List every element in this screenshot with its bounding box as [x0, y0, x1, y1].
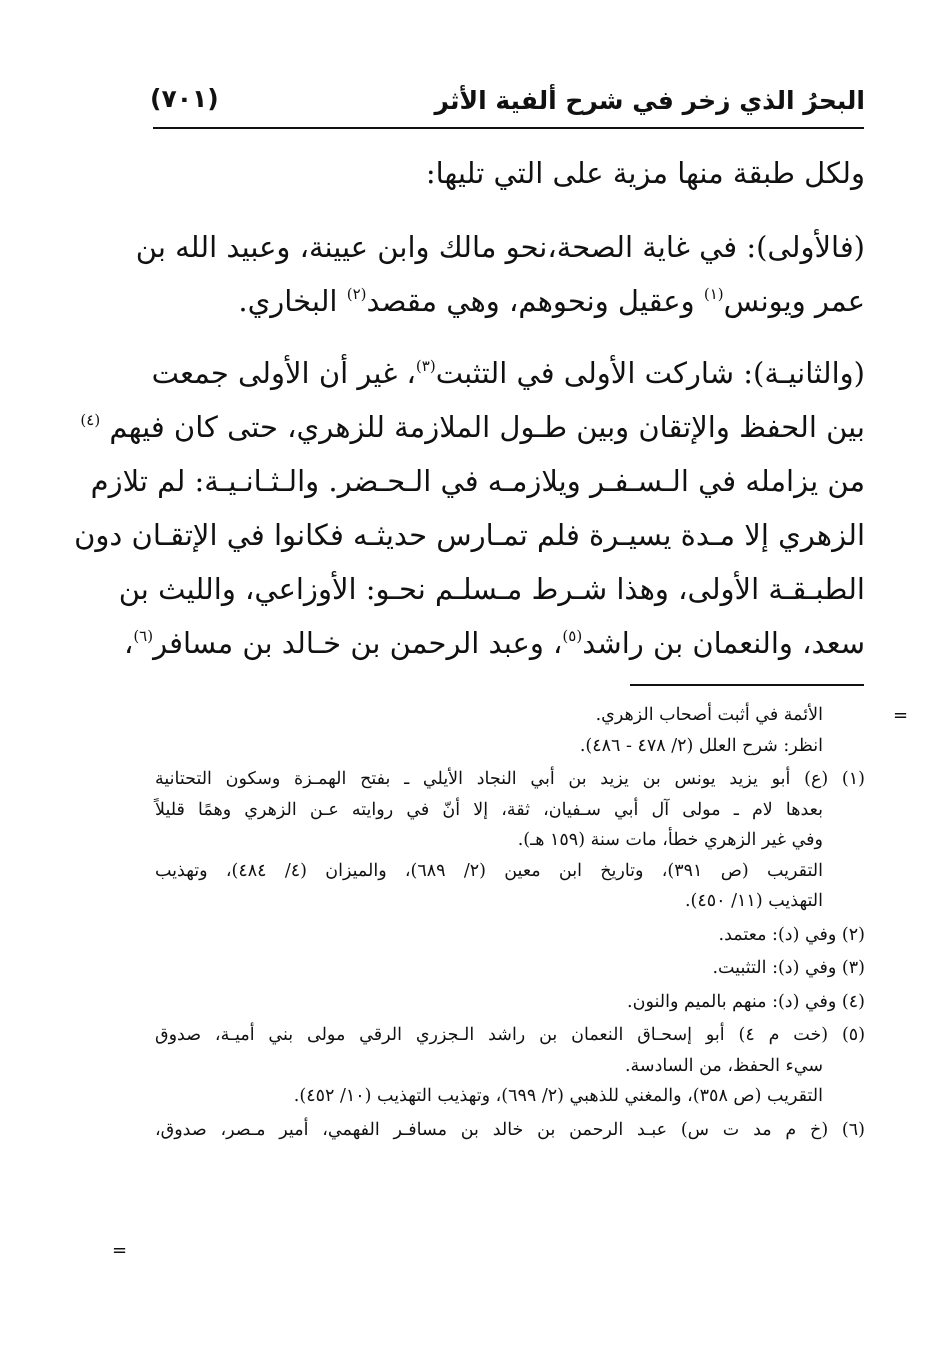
footnote-line: (٢) وفي (د): معتمد.	[718, 924, 865, 945]
footnote-line: سيء الحفظ، من السادسة.	[624, 1055, 823, 1076]
footnote-ref-6[interactable]: (٦)	[133, 627, 154, 645]
footnote-ref-4[interactable]: (٤)	[80, 411, 101, 429]
text-line	[123, 616, 865, 670]
footnote-line: الأئمة في أثبت أصحاب الزهري.	[595, 705, 823, 725]
text-segment: سعد، والنعمان بن راشد	[582, 626, 865, 660]
text-segment: ، وعبد الرحمن بن خـالد بن مسافر	[153, 626, 563, 660]
footnote-line: بعدها لام ـ مولى آل أبي سـفيان، ثقة، إلا أنّ في روايته عـن الزهري وهمًا قليلاً	[155, 799, 823, 820]
text-segment: بين الحفظ والإتقان وبين طـول الملازمة للزهري، حتى كان فيهم	[109, 410, 865, 444]
footnotes	[155, 700, 865, 1148]
text-segment: وعقيل ونحوهم، وهي مقصد	[366, 284, 704, 318]
text-segment: (والثانيـة): شاركت الأولى في التثبت	[435, 356, 865, 390]
paragraph-intro	[155, 146, 865, 200]
footnote-ref-2[interactable]: (٢)	[346, 285, 367, 303]
footnote-line: التقريب (ص ٣٥٨)، والمغني للذهبي (٢/ ٦٩٩)، وتهذيب التهذيب (١٠/ ٤٥٢).	[293, 1086, 823, 1106]
text-line	[151, 346, 865, 400]
footnote-ref-5[interactable]: (٥)	[562, 627, 583, 645]
footnote-line: (١) (ع) أبو يزيد يونس بن يزيد بن أبي النجاد الأيلي ـ بفتح الهمـزة وسكون التحتانية	[155, 769, 865, 789]
paragraph-first-tier	[135, 220, 865, 328]
text-line	[80, 400, 865, 454]
header-rule	[153, 127, 864, 129]
header-title: البحرُ الذي زخر في شرح ألفية الأثر	[434, 86, 865, 115]
footnote-separator	[630, 684, 864, 686]
text-line: من يزامله في الـسـفـر ويلازمـه في الـحـضر. والـثـانـيـة: لم تلازم	[90, 464, 865, 498]
footnote-6	[155, 1115, 865, 1146]
paragraph-second-tier	[74, 346, 865, 670]
footnote-1	[155, 764, 865, 917]
footnote-2	[155, 920, 865, 951]
text-line: الزهري إلا مـدة يسيـرة فلم تمـارس حديثـه فكانوا في الإتقـان دون	[74, 518, 865, 552]
footnote-line: (٦) (خ م مد ت س) عبـد الرحمن بن خالد بن مسافـر الفهمي، أمير مـصر، صدوق،	[155, 1119, 865, 1140]
footnote-line: التهذيب (١١/ ٤٥٠).	[684, 891, 823, 911]
footnote-5	[155, 1020, 865, 1112]
continuation-mark: =	[893, 705, 909, 726]
text-line	[155, 274, 865, 328]
footnote-continued	[155, 700, 865, 761]
footnote-line: (٤) وفي (د): منهم بالميم والنون.	[627, 991, 865, 1012]
main-text	[74, 146, 865, 688]
footnote-3	[155, 953, 865, 984]
continuation-mark-end: =	[112, 1240, 128, 1261]
text-line: ولكل طبقة منها مزية على التي تليها:	[425, 156, 865, 190]
text-line: الطبـقـة الأولى، وهذا شـرط مـسلـم نحـو: الأوزاعي، والليث بن	[118, 572, 865, 606]
text-segment: عمر ويونس	[723, 284, 865, 318]
text-segment: ،	[123, 626, 134, 660]
footnote-4	[155, 987, 865, 1018]
footnote-line: وفي غير الزهري خطأ، مات سنة (١٥٩ هـ).	[517, 830, 823, 850]
running-header	[150, 82, 865, 122]
footnote-ref-1[interactable]: (١)	[703, 285, 724, 303]
footnote-ref-3[interactable]: (٣)	[415, 357, 436, 375]
text-segment: البخاري.	[238, 284, 347, 318]
text-segment: ، غير أن الأولى جمعت	[151, 356, 416, 390]
footnote-line: انظر: شرح العلل (٢/ ٤٧٨ - ٤٨٦).	[579, 735, 823, 756]
footnote-line: التقريب (ص ٣٩١)، وتاريخ ابن معين (٢/ ٦٨٩)، والميزان (٤/ ٤٨٤)، وتهذيب	[155, 860, 823, 881]
footnote-line: (٣) وفي (د): التثبيت.	[712, 958, 865, 978]
footnote-line: (٥) (خت م ٤) أبو إسحـاق النعمان بن راشد الـجزري الرقي مولى بني أميـة، صدوق	[155, 1025, 866, 1045]
text-line: (فالأولى): في غاية الصحة،نحو مالك وابن عيينة، وعبيد الله بن	[135, 230, 865, 264]
page-number: (٧٠١)	[150, 84, 219, 113]
